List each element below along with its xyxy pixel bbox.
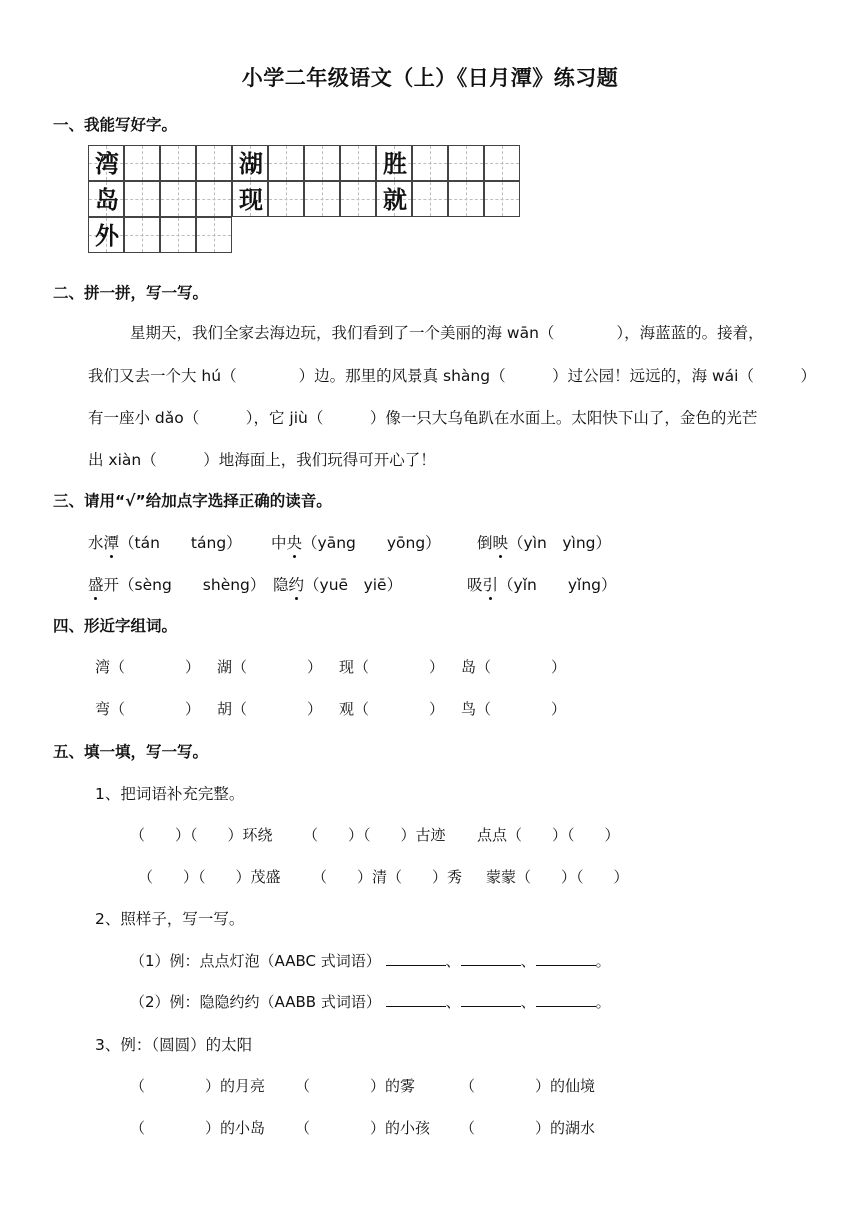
section-4-heading: 四、形近字组词。	[53, 617, 178, 635]
grid-cell[interactable]	[304, 145, 340, 181]
question-3: 3、例：（圆圆）的太阳	[95, 1036, 253, 1054]
grid-cell[interactable]	[160, 217, 196, 253]
pinyin-item[interactable]: 盛开（sèng shèng）	[88, 573, 265, 595]
grid-cell[interactable]	[124, 145, 160, 181]
grid-cell[interactable]	[448, 145, 484, 181]
answer-line[interactable]	[536, 991, 596, 1007]
word-blank[interactable]: 湾（ ）	[95, 658, 201, 676]
modifier-blank[interactable]: （ ）的湖水	[460, 1119, 596, 1137]
grid-cell[interactable]	[124, 181, 160, 217]
grid-character: 现	[239, 185, 263, 214]
grid-cell[interactable]	[160, 145, 196, 181]
example-line-2: （2）例：隐隐约约（AABB 式词语） 、 、 。	[130, 993, 611, 1011]
word-blank[interactable]: 胡（ ）	[217, 700, 323, 718]
grid-character: 岛	[95, 185, 119, 214]
grid-character: 就	[383, 185, 407, 214]
grid-cell[interactable]	[484, 145, 520, 181]
pinyin-item[interactable]: 隐约（yuē yiē）	[273, 573, 402, 595]
section-5-heading: 五、填一填，写一写。	[53, 743, 209, 761]
answer-line[interactable]	[386, 950, 446, 966]
grid-character: 湖	[239, 149, 263, 178]
phrase-blank[interactable]: （ ）（ ）茂盛	[138, 868, 281, 886]
grid-cell[interactable]	[196, 217, 232, 253]
section-3-heading: 三、请用“√”给加点字选择正确的读音。	[53, 492, 332, 510]
modifier-blank[interactable]: （ ）的雾	[295, 1077, 416, 1095]
passage-line-4: 出 xiàn（ ）地海面上，我们玩得可开心了！	[88, 451, 436, 469]
word-blank[interactable]: 湖（ ）	[217, 658, 323, 676]
pinyin-item[interactable]: 吸引（yǐn yǐng）	[467, 573, 616, 595]
modifier-blank[interactable]: （ ）的月亮	[130, 1077, 266, 1095]
passage-line-1: 星期天，我们全家去海边玩，我们看到了一个美丽的海 wān（ ），海蓝蓝的。接着，	[130, 324, 764, 342]
grid-character: 外	[95, 221, 119, 250]
grid-cell[interactable]	[412, 181, 448, 217]
word-blank[interactable]: 观（ ）	[339, 700, 445, 718]
grid-character: 湾	[95, 149, 119, 178]
word-blank[interactable]: 弯（ ）	[95, 700, 201, 718]
pinyin-item[interactable]: 中央（yāng yōng）	[271, 531, 441, 553]
modifier-blank[interactable]: （ ）的仙境	[460, 1077, 596, 1095]
grid-cell[interactable]	[484, 181, 520, 217]
question-2: 2、照样子，写一写。	[95, 910, 245, 928]
answer-line[interactable]	[386, 991, 446, 1007]
answer-line[interactable]	[461, 950, 521, 966]
grid-cell[interactable]	[448, 181, 484, 217]
passage-line-3: 有一座小 dǎo（ ），它 jiù（ ）像一只大乌龟趴在水面上。太阳快下山了，金色的光芒	[88, 409, 758, 427]
pinyin-item[interactable]: 水潭（tán táng）	[88, 531, 242, 553]
modifier-blank[interactable]: （ ）的小岛	[130, 1119, 266, 1137]
grid-cell[interactable]	[304, 181, 340, 217]
grid-cell-char[interactable]	[376, 181, 412, 217]
grid-cell[interactable]	[196, 145, 232, 181]
grid-cell-char[interactable]	[232, 181, 268, 217]
grid-character: 胜	[383, 149, 407, 178]
grid-cell[interactable]	[124, 217, 160, 253]
grid-cell[interactable]	[196, 181, 232, 217]
section-2-heading: 二、拼一拼，写一写。	[53, 284, 209, 302]
writing-grid[interactable]	[88, 145, 520, 253]
grid-cell[interactable]	[268, 181, 304, 217]
modifier-blank[interactable]: （ ）的小孩	[295, 1119, 431, 1137]
pinyin-item[interactable]: 倒映（yìn yìng）	[477, 531, 611, 553]
grid-cell[interactable]	[340, 145, 376, 181]
grid-cell[interactable]	[268, 145, 304, 181]
grid-cell-char[interactable]	[88, 181, 124, 217]
section-1-heading: 一、我能写好字。	[53, 116, 178, 134]
question-1: 1、把词语补充完整。	[95, 785, 245, 803]
answer-line[interactable]	[461, 991, 521, 1007]
grid-cell-char[interactable]	[88, 145, 124, 181]
page-title: 小学二年级语文（上）《日月潭》练习题	[241, 66, 619, 90]
word-blank[interactable]: 鸟（ ）	[461, 700, 567, 718]
example-line-1: （1）例：点点灯泡（AABC 式词语） 、 、 。	[130, 952, 611, 970]
grid-cell[interactable]	[340, 181, 376, 217]
passage-line-2: 我们又去一个大 hú（ ）边。那里的风景真 shàng（ ）过公园！远远的，海 wái（ ）	[88, 367, 816, 385]
answer-line[interactable]	[536, 950, 596, 966]
grid-cell-char[interactable]	[232, 145, 268, 181]
phrase-blank[interactable]: 点点（ ）（ ）	[477, 826, 620, 844]
word-blank[interactable]: 现（ ）	[339, 658, 445, 676]
phrase-blank[interactable]: 蒙蒙（ ）（ ）	[486, 868, 629, 886]
phrase-blank[interactable]: （ ）（ ）环绕	[130, 826, 273, 844]
word-blank[interactable]: 岛（ ）	[461, 658, 567, 676]
grid-cell-char[interactable]	[376, 145, 412, 181]
phrase-blank[interactable]: （ ）（ ）古迹	[303, 826, 446, 844]
grid-cell[interactable]	[160, 181, 196, 217]
grid-cell-char[interactable]	[88, 217, 124, 253]
phrase-blank[interactable]: （ ）清（ ）秀	[312, 868, 463, 886]
grid-cell[interactable]	[412, 145, 448, 181]
